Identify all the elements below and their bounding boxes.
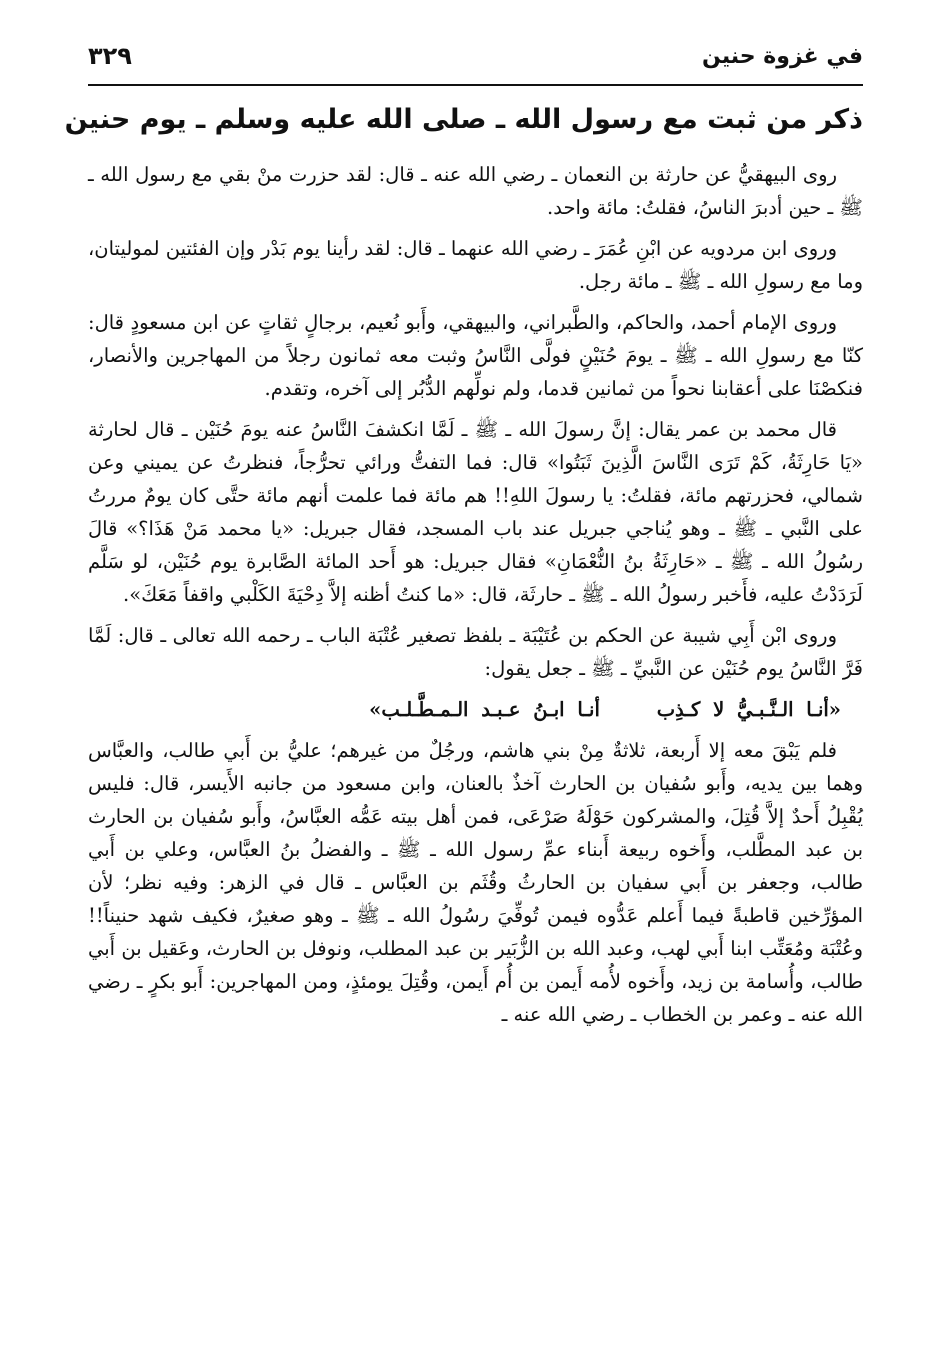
paragraph: وروى ابْن أَبِي شيبة عن الحكم بن عُتَيْبَة ـ بلفظ تصغير عُتْبَة الباب ـ رحمه الله تعالى ـ قال: لَمَّا فَرَّ النَّاسُ يوم حُنَيْن عن النَّبيِّ ـ ﷺ ـ جعل يقول: [88,624,863,680]
chapter-title: ذكر من ثبت مع رسول الله ـ صلى الله عليه وسلم ـ يوم حنين [64,104,863,135]
verse-first-hemistich: «أنـا الـنَّـبـيُّ لا كـذِب [656,698,841,721]
verse-second-hemistich: أنـا ابـنُ عـبـد الـمـطَّـلـب» [369,698,600,721]
paragraph: قال محمد بن عمر يقال: إنَّ رسولَ الله ـ ﷺ ـ لَمَّا انكشفَ النَّاسُ عنه يومَ حُنَيْن ـ قال لحارثة «يَا حَارِثَةُ، كَمْ تَرَى النَّاسَ الَّذِينَ ثَبَتُوا» قال: فما التفتُّ ورائي تحرُّجاً، فنظرتُ عن يميني وعن شمالي، فحزرتهم مائة، فقلتُ: يا رسولَ اللهِ!! هم مائة فما علمت أنهم مائة حتَّى كان يومٌ مررتُ على النَّبي ـ ﷺ ـ وهو يُناجي جبريل عند باب المسجد، فقال جبريل: «يا محمد مَنْ هَذَا؟» قالَ رسُولُ الله ـ ﷺ ـ «حَارِثَةُ بنُ النُّعْمَانِ» فقال جبريل: هو أَحد المائة الصَّابرة يوم حُنَيْن، لو سَلَّم لَرَدَدْتُ عليه، فأَخبر رسولُ الله ـ ﷺ ـ حارثَة، قال: «ما كنتُ أظنه إلاَّ دِحْيَةَ الكَلْبي واقفاً مَعَكَ». [88,418,863,606]
poetry-verse [88,693,863,726]
page-number: ٣٢٩ [88,42,132,70]
paragraph: وروى ابن مردويه عن ابْنِ عُمَرَ ـ رضي الله عنهما ـ قال: لقد رأينا يوم بَدْر وإن الفئتين لموليتان، وما مع رسولِ الله ـ ﷺ ـ مائة رجل. [88,237,863,293]
paragraph: فلم يَبْقَ معه إلا أَربعة، ثلاثةٌ مِنْ بني هاشم، ورجُلٌ من غيرهم؛ عليُّ بن أَبي طالب، والعبَّاس وهما بين يديه، وأَبو سُفيان بن الحارث آخذٌ بالعنان، وابن مسعود من جانبه الأَيسر، قال: فليس يُقْبِلُ أَحدٌ إلاَّ قُتِلَ، والمشركون حَوْلَهُ صَرْعَى، فمن أهل بيته عَمُّه العبَّاسُ، وأَبو سُفيان بن الحارث بن عبد المطَّلب، وأَخوه ربيعة أَبناء عمِّ رسول الله ـ ﷺ ـ والفضلُ بنُ العبَّاس، وعلي بن أَبي طالب، وجعفر بن أَبي سفيان بن الحارثُ وقُثَم بن العبَّاس ـ قال في الزهر: وفيه نظر؛ لأن المؤرِّخين قاطبةً فيما أَعلم عَدُّوه فيمن تُوفِّيَ رسُولُ الله ـ ﷺ ـ وهو صغيرٌ، فكيف شهد حنيناً!! وعُتْبَة ومُعَتِّب ابنا أَبي لهب، وعبد الله بن الزُّبَير بن عبد المطلب، ونوفل بن الحارث، وعَقيل بن أَبي طالب، وأُسامة بن زيد، وأَخوه لأُمه أَيمن بن أُم أَيمن، وقُتِلَ يومئذٍ، ومن المهاجرين: أَبو بكرٍ ـ رضي الله عنه ـ وعمر بن الخطاب ـ رضي الله عنه ـ [88,739,863,1026]
paragraph: روى البيهقيُّ عن حارثة بن النعمان ـ رضي الله عنه ـ قال: لقد حزرت منْ بقي مع رسول الله ـ ﷺ ـ حين أدبرَ الناسُ، فقلتُ: مائة واحد. [88,163,863,219]
page-header [88,38,863,86]
paragraph: وروى الإمام أحمد، والحاكم، والطَّبراني، والبيهقي، وأَبو نُعيم، برجالٍ ثقاتٍ عن ابن مسعودٍ قال: كنّا مع رسولِ الله ـ ﷺ ـ يومَ حُنَيْنٍ فولَّى النَّاسُ وثبت معه ثمانون رجلاً من المهاجرين والأنصار، فنكصْنَا على أعقابنا نحواً من ثمانين قدما، ولم نولِّهم الدُّبُر إلى آخره، وتقدم. [88,311,863,400]
running-title: في غزوة حنين [702,44,863,69]
body-text [88,158,863,1039]
